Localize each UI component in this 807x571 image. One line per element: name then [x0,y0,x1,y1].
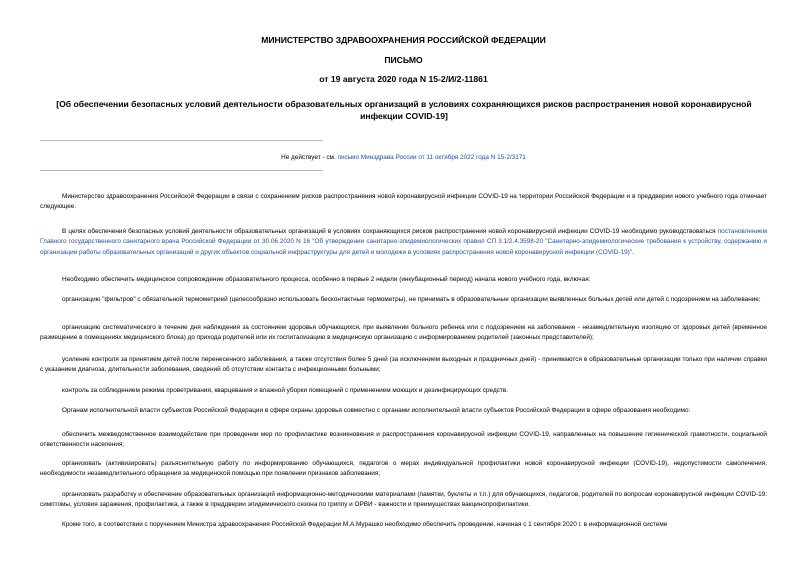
paragraph-text: . [632,248,634,256]
status-link[interactable]: письмо Минздрава России от 11 октября 2022 года N 15-2/3171 [337,154,526,161]
doc-type-heading: ПИСЬМО [384,55,423,65]
list-item: контроль за соблюдением режима проветривания, кварцевания и влажной уборки помещений с применением моющих и дезинфицирующих средств. [62,387,508,394]
list-item: организацию "фильтров" с обязательной термометрией (целесообразно использовать бесконтактные термометры), не принимать в образовательные организации выявленных больных детей или детей с подозрением на заболевание; [62,296,761,303]
paragraph: Необходимо обеспечить медицинское сопровождение образовательного процесса, особенно в первые 2 недели (инкубационный период) начала нового учебного года, включая: [62,276,591,283]
list-item: организовать (активизировать) разъяснительную работу по информированию обучающихся, педагогов о мерах индивидуальной профилактики новой коронавирусной инфекции (COVID-19), недопустимости самолечения, необходимости незамедлительного обращения за медицинской помощью при появлении признаков заболевания; [40,460,767,478]
paragraph [40,227,767,258]
paragraph: Министерство здравоохранения Российской Федерации в связи с сохранением рисков распространения новой коронавирусной инфекции COVID-19 на территории Российской Федерации и в преддверии нового учебного года отмечает следующее. [40,193,767,211]
list-item: обеспечить межведомственное взаимодействие при проведении мер по профилактике возникновения и распространения коронавирусной инфекции COVID-19, направленных на повышение гигиенической грамотности, социальной ответственности населения; [40,431,767,449]
paragraph-text: В целях обеспечения безопасных условий деятельности образовательных организаций в условиях сохраняющихся рисков распространения новой коронавирусной инфекции COVID-19 необходимо руководствоваться [62,228,718,235]
status-notice [0,154,807,161]
separator-line [40,140,323,141]
list-item: усиление контроля за принятием детей после перенесенного заболевания, а также отсутствия более 5 дней (за исключением выходных и праздничных дней) - принимаются в образовательные организации только при наличии справки с указанием диагноза, длительности заболевания, сведений об отсутствии контакта с инфекционными больными; [40,356,767,374]
date-number-heading: от 19 августа 2020 года N 15-2/И/2-11861 [319,74,488,84]
document-subject: [Об обеспечении безопасных условий деятельности образовательных организаций в условиях сохраняющихся рисков распространения новой коронавирусной инфекции COVID-19] [56,99,752,121]
separator-line [40,170,323,171]
list-item: организовать разработку и обеспечение образовательных организаций информационно-методическими материалами (памятки, буклеты и т.п.) для обучающихся, педагогов, родителей по вопросам коронавирусной инфекции COVID-19: симптомы, условия заражения, профилактика, а также в преддверии эпидемического сезона по гриппу и ОРВИ - важности и преимуществах вакцинопрофилактики. [40,491,767,509]
paragraph: Кроме того, в соответствии с поручением Министра здравоохранения Российской Федерации М.А.Мурашко необходимо обеспечить проведение, начиная с 1 сентября 2020 г. в информационной системе [62,521,668,528]
ministry-heading: МИНИСТЕРСТВО ЗДРАВООХРАНЕНИЯ РОССИЙСКОЙ ФЕДЕРАЦИИ [261,35,546,45]
resolution-link[interactable]: постановлением Главного государственного санитарного врача Российской Федерации от 30.06.2020 N 16 "Об утверждении санитарно-эпидемиологических правил СП 3.1/2.4.3598-20 "Санитарно-эпидемиологические требования к устройству, содержанию и организации работы образовательных организаций и других объектов социальной инфраструктуры для детей и молодежи в условиях распространения новой коронавирусной инфекции (COVID-19)" [40,228,767,256]
list-item: организацию систематического в течение дня наблюдения за состоянием здоровья обучающихся, при выявлении больного ребенка или с подозрением на заболевание - незамедлительную изоляцию от здоровых детей (временное размещение в помещениях медицинского блока) до прихода родителей или их госпитализацию в медицинскую организацию с информированием родителей (законных представителей); [40,324,767,342]
status-prefix: Не действует - см. [281,154,338,161]
paragraph: Органам исполнительной власти субъектов Российской Федерации в сфере охраны здоровья совместно с органами исполнительной власти субъектов Российской Федерации в сфере образования необходимо: [62,407,691,414]
